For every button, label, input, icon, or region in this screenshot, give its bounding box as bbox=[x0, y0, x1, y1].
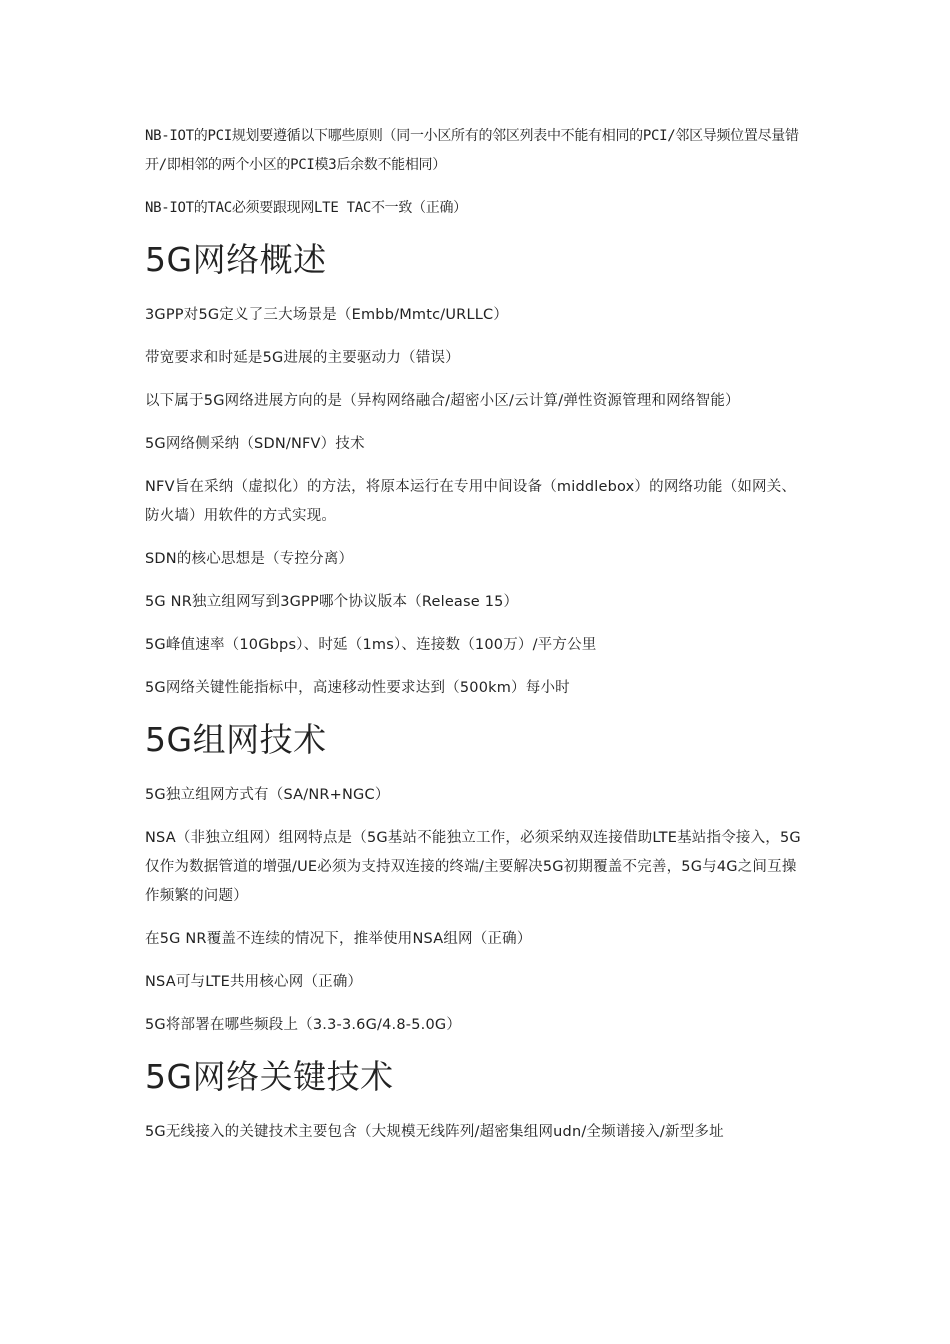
paragraph: 5G网络侧采纳（SDN/NFV）技术 bbox=[145, 436, 365, 452]
paragraph: NB-IOT的TAC必须要跟现网LTE TAC不一致（正确） bbox=[145, 200, 467, 216]
paragraph: 5G无线接入的关键技术主要包含（大规模无线阵列/超密集组网udn/全频谱接入/新型多址 bbox=[145, 1124, 724, 1140]
paragraph: 3GPP对5G定义了三大场景是（Embb/Mmtc/URLLC） bbox=[145, 307, 509, 323]
paragraph: 5G将部署在哪些频段上（3.3-3.6G/4.8-5.0G） bbox=[145, 1017, 462, 1033]
paragraph: 5G峰值速率（10Gbps）、时延（1ms）、连接数（100万）/平方公里 bbox=[145, 637, 597, 653]
section-heading: 5G网络关键技术 bbox=[145, 1057, 394, 1096]
paragraph: 带宽要求和时延是5G进展的主要驱动力（错误） bbox=[145, 350, 460, 366]
paragraph: NB-IOT的PCI规划要遵循以下哪些原则（同一小区所有的邻区列表中不能有相同的PCI/邻区导频位置尽量错开/即相邻的两个小区的PCI模3后余数不能相同） bbox=[145, 128, 799, 173]
paragraph: NSA（非独立组网）组网特点是（5G基站不能独立工作，必须采纳双连接借助LTE基站指令接入，5G仅作为数据管道的增强/UE必须为支持双连接的终端/主要解决5G初期覆盖不完善，5G与4G之间互操作频繁的问题） bbox=[145, 830, 801, 904]
document-body bbox=[145, 122, 810, 1161]
paragraph: 5G独立组网方式有（SA/NR+NGC） bbox=[145, 787, 390, 803]
paragraph: SDN的核心思想是（专控分离） bbox=[145, 551, 354, 567]
paragraph: 5G网络关键性能指标中，高速移动性要求达到（500km）每小时 bbox=[145, 680, 570, 696]
paragraph: NFV旨在采纳（虚拟化）的方法，将原本运行在专用中间设备（middlebox）的网络功能（如网关、防火墙）用软件的方式实现。 bbox=[145, 479, 797, 524]
paragraph: 5G NR独立组网写到3GPP哪个协议版本（Release 15） bbox=[145, 594, 519, 610]
section-heading: 5G组网技术 bbox=[145, 720, 327, 759]
paragraph: 在5G NR覆盖不连续的情况下，推举使用NSA组网（正确） bbox=[145, 931, 532, 947]
paragraph: NSA可与LTE共用核心网（正确） bbox=[145, 974, 363, 990]
paragraph: 以下属于5G网络进展方向的是（异构网络融合/超密小区/云计算/弹性资源管理和网络智能） bbox=[145, 393, 740, 409]
section-heading: 5G网络概述 bbox=[145, 240, 327, 279]
